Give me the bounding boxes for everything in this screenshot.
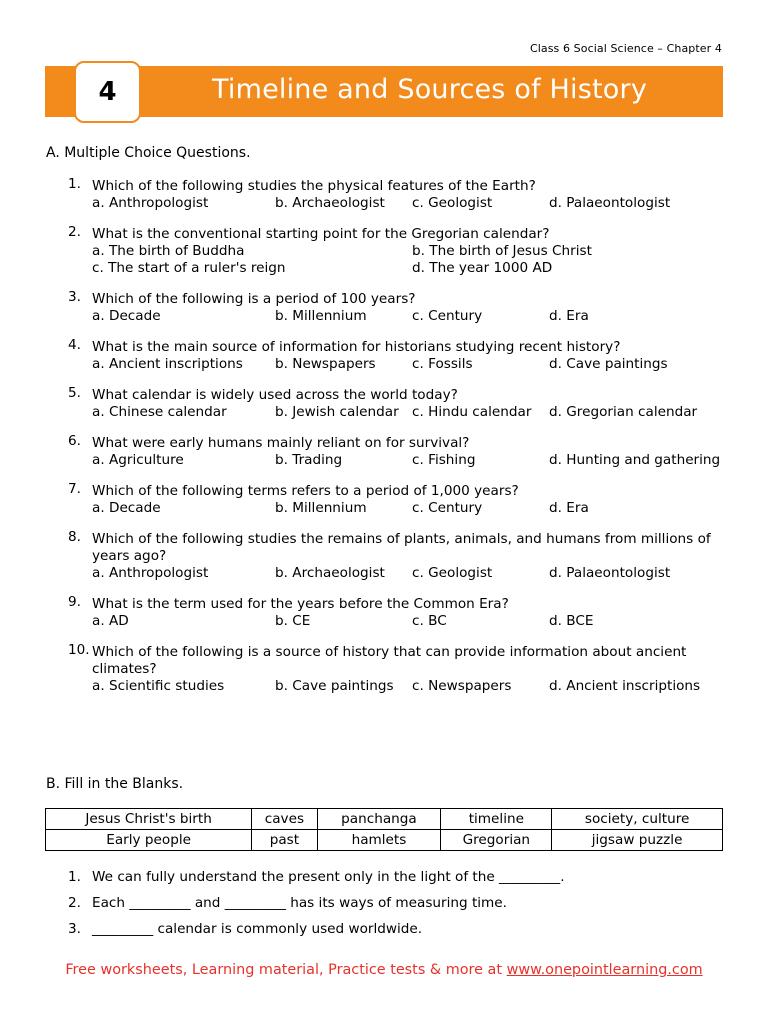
option-a: a. Decade [92,500,161,516]
option-b: b. Trading [275,452,343,468]
table-cell: past [252,830,317,851]
question-number: 5. [68,385,81,401]
option-b: b. Archaeologist [275,565,385,581]
option-a: a. Ancient inscriptions [92,356,243,372]
table-cell: caves [252,809,317,830]
option-b: b. The birth of Jesus Christ [412,243,592,259]
question-item [0,178,768,212]
table-cell: Gregorian [441,830,552,851]
option-a: a. The birth of Buddha [92,243,245,259]
question-number: 4. [68,337,81,353]
question-item [0,339,768,373]
footer [0,962,768,978]
question-text: What calendar is widely used across the world today? [92,387,458,403]
option-a: a. Anthropologist [92,195,209,211]
option-c: c. Geologist [412,565,493,581]
table-row [46,830,723,851]
question-number: 6. [68,433,81,449]
question-number: 1. [68,176,81,192]
chapter-subtitle: Class 6 Social Science – Chapter 4 [529,42,722,55]
question-item [0,226,768,277]
fill-text: Each _________ and _________ has its ways of measuring time. [92,895,507,911]
question-text: Which of the following studies the remains of plants, animals, and humans from millions of years ago? [92,531,711,564]
option-d: d. Palaeontologist [549,195,671,211]
option-a: a. AD [92,613,129,629]
option-b: b. Millennium [275,308,367,324]
option-a: a. Agriculture [92,452,184,468]
option-d: d. The year 1000 AD [412,260,553,276]
question-item [0,596,768,630]
section-b-title: B. Fill in the Blanks. [46,776,184,792]
option-d: d. Palaeontologist [549,565,671,581]
option-a: a. Scientific studies [92,678,225,694]
table-cell: hamlets [317,830,441,851]
option-d: d. Gregorian calendar [549,404,698,420]
table-cell: panchanga [317,809,441,830]
footer-link[interactable]: www.onepointlearning.com [506,962,703,978]
option-d: d. BCE [549,613,594,629]
option-c: c. Fishing [412,452,476,468]
option-a: a. Anthropologist [92,565,209,581]
table-cell: Jesus Christ's birth [46,809,252,830]
question-text: What is the main source of information for historians studying recent history? [92,339,621,355]
option-d: d. Era [549,500,589,516]
option-c: c. Fossils [412,356,473,372]
question-text: What is the conventional starting point for the Gregorian calendar? [92,226,550,242]
fill-number: 1. [68,869,81,885]
option-c: c. Newspapers [412,678,512,694]
question-text: Which of the following terms refers to a period of 1,000 years? [92,483,519,499]
question-number: 3. [68,289,81,305]
option-c: c. Century [412,500,483,516]
question-number: 2. [68,224,81,240]
fill-text: _________ calendar is commonly used worldwide. [92,921,423,937]
question-number: 8. [68,529,81,545]
table-cell: society, culture [552,809,723,830]
option-c: c. Geologist [412,195,493,211]
question-number: 10. [68,642,90,658]
question-item [0,387,768,421]
question-number: 7. [68,481,81,497]
option-b: b. Jewish calendar [275,404,399,420]
option-d: d. Era [549,308,589,324]
question-text: What were early humans mainly reliant on for survival? [92,435,470,451]
section-a-title: A. Multiple Choice Questions. [46,145,251,161]
option-b: b. Millennium [275,500,367,516]
option-b: b. CE [275,613,311,629]
question-text: Which of the following studies the physical features of the Earth? [92,178,536,194]
table-cell: Early people [46,830,252,851]
table-cell: jigsaw puzzle [552,830,723,851]
option-c: c. BC [412,613,447,629]
option-d: d. Cave paintings [549,356,668,372]
fill-number: 3. [68,921,81,937]
table-row [46,809,723,830]
fill-number: 2. [68,895,81,911]
question-item [0,531,768,582]
option-d: d. Hunting and gathering [549,452,721,468]
question-item [0,483,768,517]
question-text: Which of the following is a source of history that can provide information about ancient climates? [92,644,687,677]
word-bank-table [45,808,723,851]
option-b: b. Newspapers [275,356,376,372]
option-d: d. Ancient inscriptions [549,678,701,694]
question-item [0,435,768,469]
footer-text: Free worksheets, Learning material, Practice tests & more at [65,962,507,978]
question-text: What is the term used for the years before the Common Era? [92,596,509,612]
chapter-number-badge: 4 [74,61,141,123]
option-a: a. Decade [92,308,161,324]
option-a: a. Chinese calendar [92,404,227,420]
question-text: Which of the following is a period of 100 years? [92,291,416,307]
option-b: b. Archaeologist [275,195,385,211]
question-item [0,291,768,325]
option-c: c. The start of a ruler's reign [92,260,286,276]
table-cell: timeline [441,809,552,830]
option-c: c. Hindu calendar [412,404,532,420]
question-item [0,644,768,695]
question-number: 9. [68,594,81,610]
fill-text: We can fully understand the present only in the light of the _________. [92,869,565,885]
mcq-list [0,178,768,709]
option-c: c. Century [412,308,483,324]
option-b: b. Cave paintings [275,678,394,694]
chapter-title: Timeline and Sources of History [212,74,648,105]
